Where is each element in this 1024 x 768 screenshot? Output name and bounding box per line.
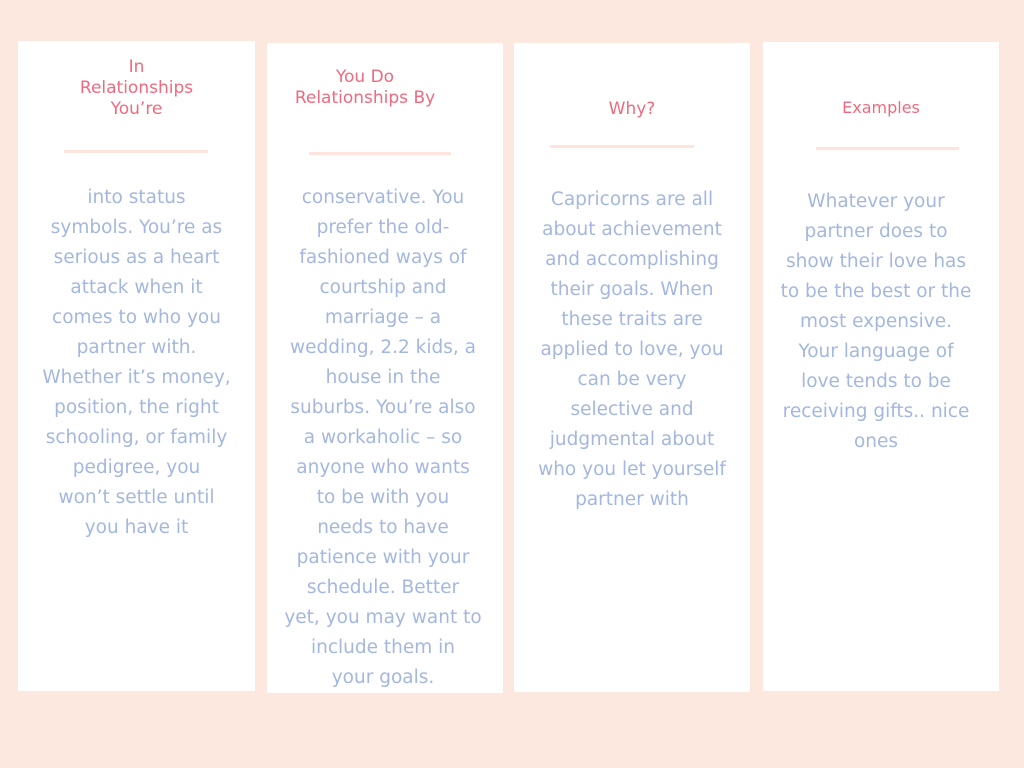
- body-line: Whatever your: [807, 191, 945, 212]
- column-card-why: [514, 43, 750, 692]
- body-line: include them in: [310, 637, 456, 658]
- body-line: about achievement: [542, 219, 722, 240]
- body-line: who you let yourself: [538, 459, 726, 480]
- column-body: [514, 185, 750, 515]
- body-line: symbols. You’re as: [50, 217, 223, 238]
- body-line: to be with you: [316, 487, 450, 508]
- body-line: marriage – a: [324, 307, 442, 328]
- heading-line: You’re: [110, 99, 163, 119]
- heading-line: Relationships By: [294, 88, 436, 108]
- body-line: to be the best or the: [780, 281, 972, 302]
- body-line: selective and: [570, 399, 694, 420]
- heading-line: In: [128, 57, 145, 77]
- body-line: you have it: [84, 517, 189, 538]
- heading-divider: [816, 147, 959, 150]
- body-line: most expensive.: [800, 311, 952, 332]
- body-line: ones: [853, 431, 899, 452]
- body-line: prefer the old-: [316, 217, 450, 238]
- body-line: judgmental about: [549, 429, 715, 450]
- body-line: your goals.: [331, 667, 435, 688]
- column-heading: [247, 67, 483, 109]
- body-line: wedding, 2.2 kids, a: [289, 337, 476, 358]
- body-line: a workaholic – so: [303, 427, 463, 448]
- column-body: [758, 187, 994, 457]
- body-line: Your language of: [798, 341, 954, 362]
- heading-line: Examples: [842, 98, 920, 117]
- heading-line: Relationships: [79, 78, 194, 98]
- column-body: [18, 183, 255, 543]
- column-heading: [763, 97, 999, 118]
- body-line: schooling, or family: [45, 427, 228, 448]
- body-line: serious as a heart: [53, 247, 220, 268]
- column-heading: [18, 57, 255, 120]
- column-heading: [514, 99, 750, 120]
- body-line: attack when it: [70, 277, 203, 298]
- body-line: Whether it’s money,: [42, 367, 231, 388]
- heading-line: Why?: [608, 99, 656, 119]
- body-line: partner with.: [76, 337, 197, 358]
- body-line: fashioned ways of: [299, 247, 467, 268]
- body-line: Capricorns are all: [550, 189, 714, 210]
- body-line: partner does to: [804, 221, 948, 242]
- heading-divider: [64, 150, 208, 153]
- body-line: their goals. When: [550, 279, 714, 300]
- body-line: receiving gifts.. nice: [782, 401, 970, 422]
- body-line: love tends to be: [801, 371, 951, 392]
- heading-line: You Do: [335, 67, 395, 87]
- body-line: anyone who wants: [296, 457, 470, 478]
- body-line: applied to love, you: [540, 339, 724, 360]
- heading-divider: [309, 152, 451, 155]
- body-line: patience with your: [296, 547, 470, 568]
- body-line: can be very: [577, 369, 687, 390]
- body-line: courtship and: [319, 277, 447, 298]
- body-line: house in the: [325, 367, 441, 388]
- column-body: [265, 183, 501, 693]
- body-line: schedule. Better: [306, 577, 460, 598]
- body-line: suburbs. You’re also: [290, 397, 476, 418]
- body-line: needs to have: [317, 517, 449, 538]
- body-line: comes to who you: [52, 307, 221, 328]
- body-line: yet, you may want to: [284, 607, 482, 628]
- body-line: show their love has: [785, 251, 967, 272]
- body-line: and accomplishing: [545, 249, 719, 270]
- body-line: into status: [87, 187, 186, 208]
- body-line: won’t settle until: [58, 487, 215, 508]
- body-line: conservative. You: [301, 187, 465, 208]
- heading-divider: [550, 145, 694, 148]
- body-line: these traits are: [561, 309, 703, 330]
- body-line: position, the right: [54, 397, 219, 418]
- column-card-examples: [763, 42, 999, 691]
- body-line: pedigree, you: [72, 457, 201, 478]
- column-card-relationships-youre: [18, 41, 255, 691]
- column-card-you-do-relationships-by: [267, 43, 503, 693]
- body-line: partner with: [575, 489, 689, 510]
